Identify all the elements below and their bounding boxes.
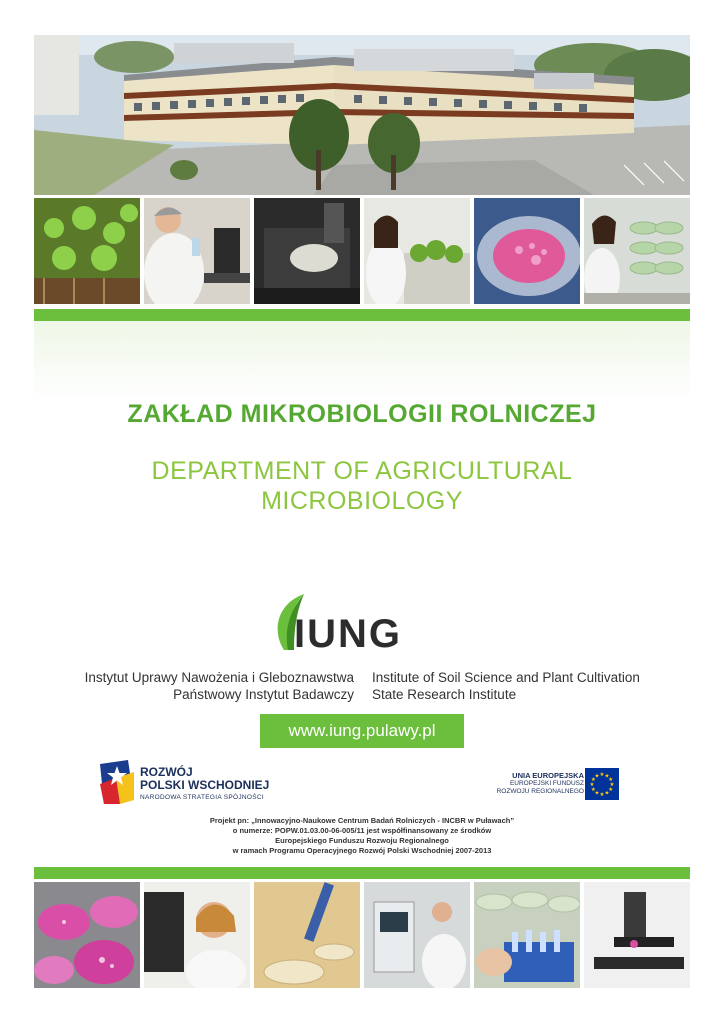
project-line1: Projekt pn: „Innowacyjno-Naukowe Centrum Badań Rolniczych - INCBR w Puławach”	[209, 816, 515, 825]
hero-building-photo	[34, 35, 690, 195]
institute-en-line1: Institute of Soil Science and Plant Cultivation	[372, 670, 640, 685]
eu-star-icon: ★	[599, 772, 605, 778]
lab-apparatus-photo	[364, 882, 470, 988]
eu-star-icon: ★	[590, 777, 596, 783]
institute-en-line2: State Research Institute	[372, 687, 517, 702]
scientist-plants-photo	[364, 198, 470, 304]
eu-star-icon: ★	[590, 787, 596, 793]
eu-star-icon: ★	[604, 773, 610, 780]
pipette-photo	[254, 882, 360, 988]
scientist-microscope-photo	[144, 198, 250, 304]
seedlings-photo	[34, 198, 140, 304]
header-fade	[34, 321, 690, 401]
rpw-logo-text	[140, 766, 300, 801]
project-line4: w ramach Programu Operacyjnego Rozwój Polski Wschodniej 2007-2013	[232, 846, 492, 855]
iung-logo	[270, 592, 455, 654]
microscope-closeup-photo	[584, 882, 690, 988]
rpw-logo-mark	[100, 760, 134, 804]
microscope-woman-photo	[144, 882, 250, 988]
institute-name-english	[372, 669, 672, 703]
eu-star-icon: ★	[604, 790, 610, 797]
bottom-green-bar	[34, 867, 690, 879]
iung-logo-text: IUNG	[294, 612, 402, 654]
page-title-english-line1: DEPARTMENT OF AGRICULTURAL	[151, 457, 573, 485]
institute-name-polish	[34, 669, 354, 703]
institute-pl-line1: Instytut Uprawy Nawożenia i Gleboznawstwa	[84, 670, 354, 685]
bottom-photo-strip	[34, 882, 690, 988]
project-line3: Europejskiego Funduszu Rozwoju Regionalnego	[275, 836, 449, 845]
page-title-english	[34, 456, 690, 516]
eu-star-icon: ★	[608, 777, 614, 783]
petri-dish-photo	[474, 198, 580, 304]
lab-equipment-photo	[254, 198, 360, 304]
project-line2: o numerze: POPW.01.03.00-06-005/11 jest współfinansowany ze środków	[232, 826, 492, 835]
eu-star-icon: ★	[589, 782, 595, 788]
eu-line3: ROZWOJU REGIONALNEGO	[496, 788, 584, 795]
eu-logo-text	[446, 771, 584, 796]
top-photo-strip	[34, 198, 690, 304]
eu-line1: UNIA EUROPEJSKA	[512, 771, 584, 780]
pink-plates-photo	[34, 882, 140, 988]
culture-plates-photo	[584, 198, 690, 304]
institute-pl-line2: Państwowy Instytut Badawczy	[173, 687, 354, 702]
eu-star-icon: ★	[594, 790, 600, 797]
page-title-polish: ZAKŁAD MIKROBIOLOGII ROLNICZEJ	[127, 400, 597, 428]
rpw-line2: POLSKI WSCHODNIEJ	[140, 778, 270, 792]
eu-star-icon: ★	[599, 792, 605, 798]
rpw-line3: NARODOWA STRATEGIA SPÓJNOŚCI	[140, 794, 264, 801]
top-green-bar	[34, 309, 690, 321]
eu-star-icon: ★	[594, 773, 600, 780]
website-link[interactable]: www.iung.pulawy.pl	[260, 714, 464, 748]
project-info	[34, 816, 690, 856]
rpw-line1: ROZWÓJ	[140, 765, 193, 779]
eu-line2: EUROPEJSKI FUNDUSZ	[509, 780, 584, 787]
eu-star-icon: ★	[609, 782, 615, 788]
page-title-english-line2: MICROBIOLOGY	[261, 487, 463, 515]
eu-star-icon: ★	[608, 787, 614, 793]
eu-flag-icon	[585, 768, 619, 800]
test-tubes-photo	[474, 882, 580, 988]
